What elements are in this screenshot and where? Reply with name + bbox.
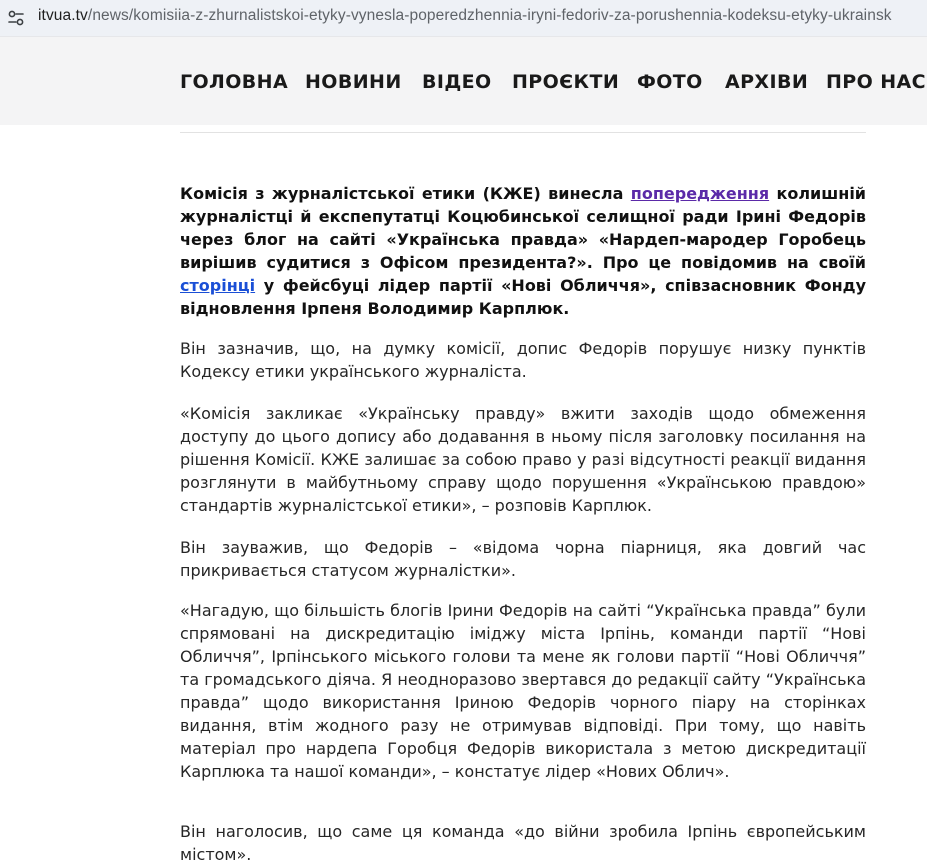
article-paragraph: Він зауважив, що Федорів – «відома чорна піарниця, яка довгий час прикривається статусом журналістки».: [180, 538, 866, 580]
nav-item-projects[interactable]: ПРОЄКТИ: [512, 71, 620, 93]
url-text[interactable]: [38, 7, 892, 25]
article-paragraph: Він наголосив, що саме ця команда «до війни зробила Ірпінь європейським містом».: [180, 822, 866, 864]
page-link[interactable]: сторінці: [180, 276, 256, 295]
content-divider: [180, 132, 866, 133]
site-navigation: [0, 36, 927, 125]
article-paragraph: «Нагадую, що більшість блогів Ірини Федорів на сайті “Українська правда” були спрямовані на дискредитацію іміджу міста Ірпінь, команди партії “Нові Обличчя”, Ірпінського міського голови та мене як голови партії “Нові Обличчя” та громадського діяча. Я неодноразово звертався до редакції сайту “Українська правда” щодо використання Іриною Федорів чорного піару на сторінках видання, втім жодного разу не отримував відповіді. При тому, що навіть матеріал про нардепа Горобця Федорів використала з метою дискредитації Карплюка та нашої команди», – констатує лідер «Нових Облич».: [180, 601, 866, 781]
url-host: itvua.tv: [38, 7, 88, 24]
nav-item-photo[interactable]: ФОТО: [637, 71, 703, 93]
lead-text-2: колишній журналістці й експепутатці Коцюбинської селищної ради Ірині Федорів через блог на сайті «Українська правда» «Нардеп-мародер Горобець вирішив судитися з Офісом президента?». Про це повідомив на своїй: [180, 184, 867, 272]
site-settings-icon[interactable]: [7, 9, 25, 27]
nav-item-about[interactable]: ПРО НАС: [826, 71, 926, 93]
article-body: [180, 182, 866, 320]
nav-item-archives[interactable]: АРХІВИ: [725, 71, 809, 93]
warning-link[interactable]: попередження: [630, 184, 770, 203]
browser-address-bar[interactable]: [0, 0, 927, 36]
lead-text-3: у фейсбуці лідер партії «Нові Обличчя», співзасновник Фонду відновлення Ірпеня Володимир Карплюк.: [180, 276, 866, 318]
article-paragraph: Він зазначив, що, на думку комісії, допис Федорів порушує низку пунктів Кодексу етики українського журналіста.: [180, 339, 866, 381]
lead-text-1: Комісія з журналістської етики (КЖЕ) винесла: [180, 184, 631, 203]
nav-item-news[interactable]: НОВИНИ: [305, 71, 402, 93]
article-paragraph: «Комісія закликає «Українську правду» вжити заходів щодо обмеження доступу до цього допису або додавання в ньому після заголовку посилання на рішення Комісії. КЖЕ залишає за собою право у разі відсутності реакції видання розглянути в майбутньому справу щодо порушення «Українською правдою» стандартів журналістської етики», – розповів Карплюк.: [180, 404, 866, 515]
nav-item-video[interactable]: ВІДЕО: [422, 71, 492, 93]
article-lead: [180, 182, 866, 320]
url-path: /news/komisiia-z-zhurnalistskoi-etyky-vynesla-poperedzhennia-iryni-fedoriv-za-porushennia-kodeksu-etyky-ukrainsk: [87, 7, 892, 24]
nav-item-home[interactable]: ГОЛОВНА: [180, 71, 289, 93]
